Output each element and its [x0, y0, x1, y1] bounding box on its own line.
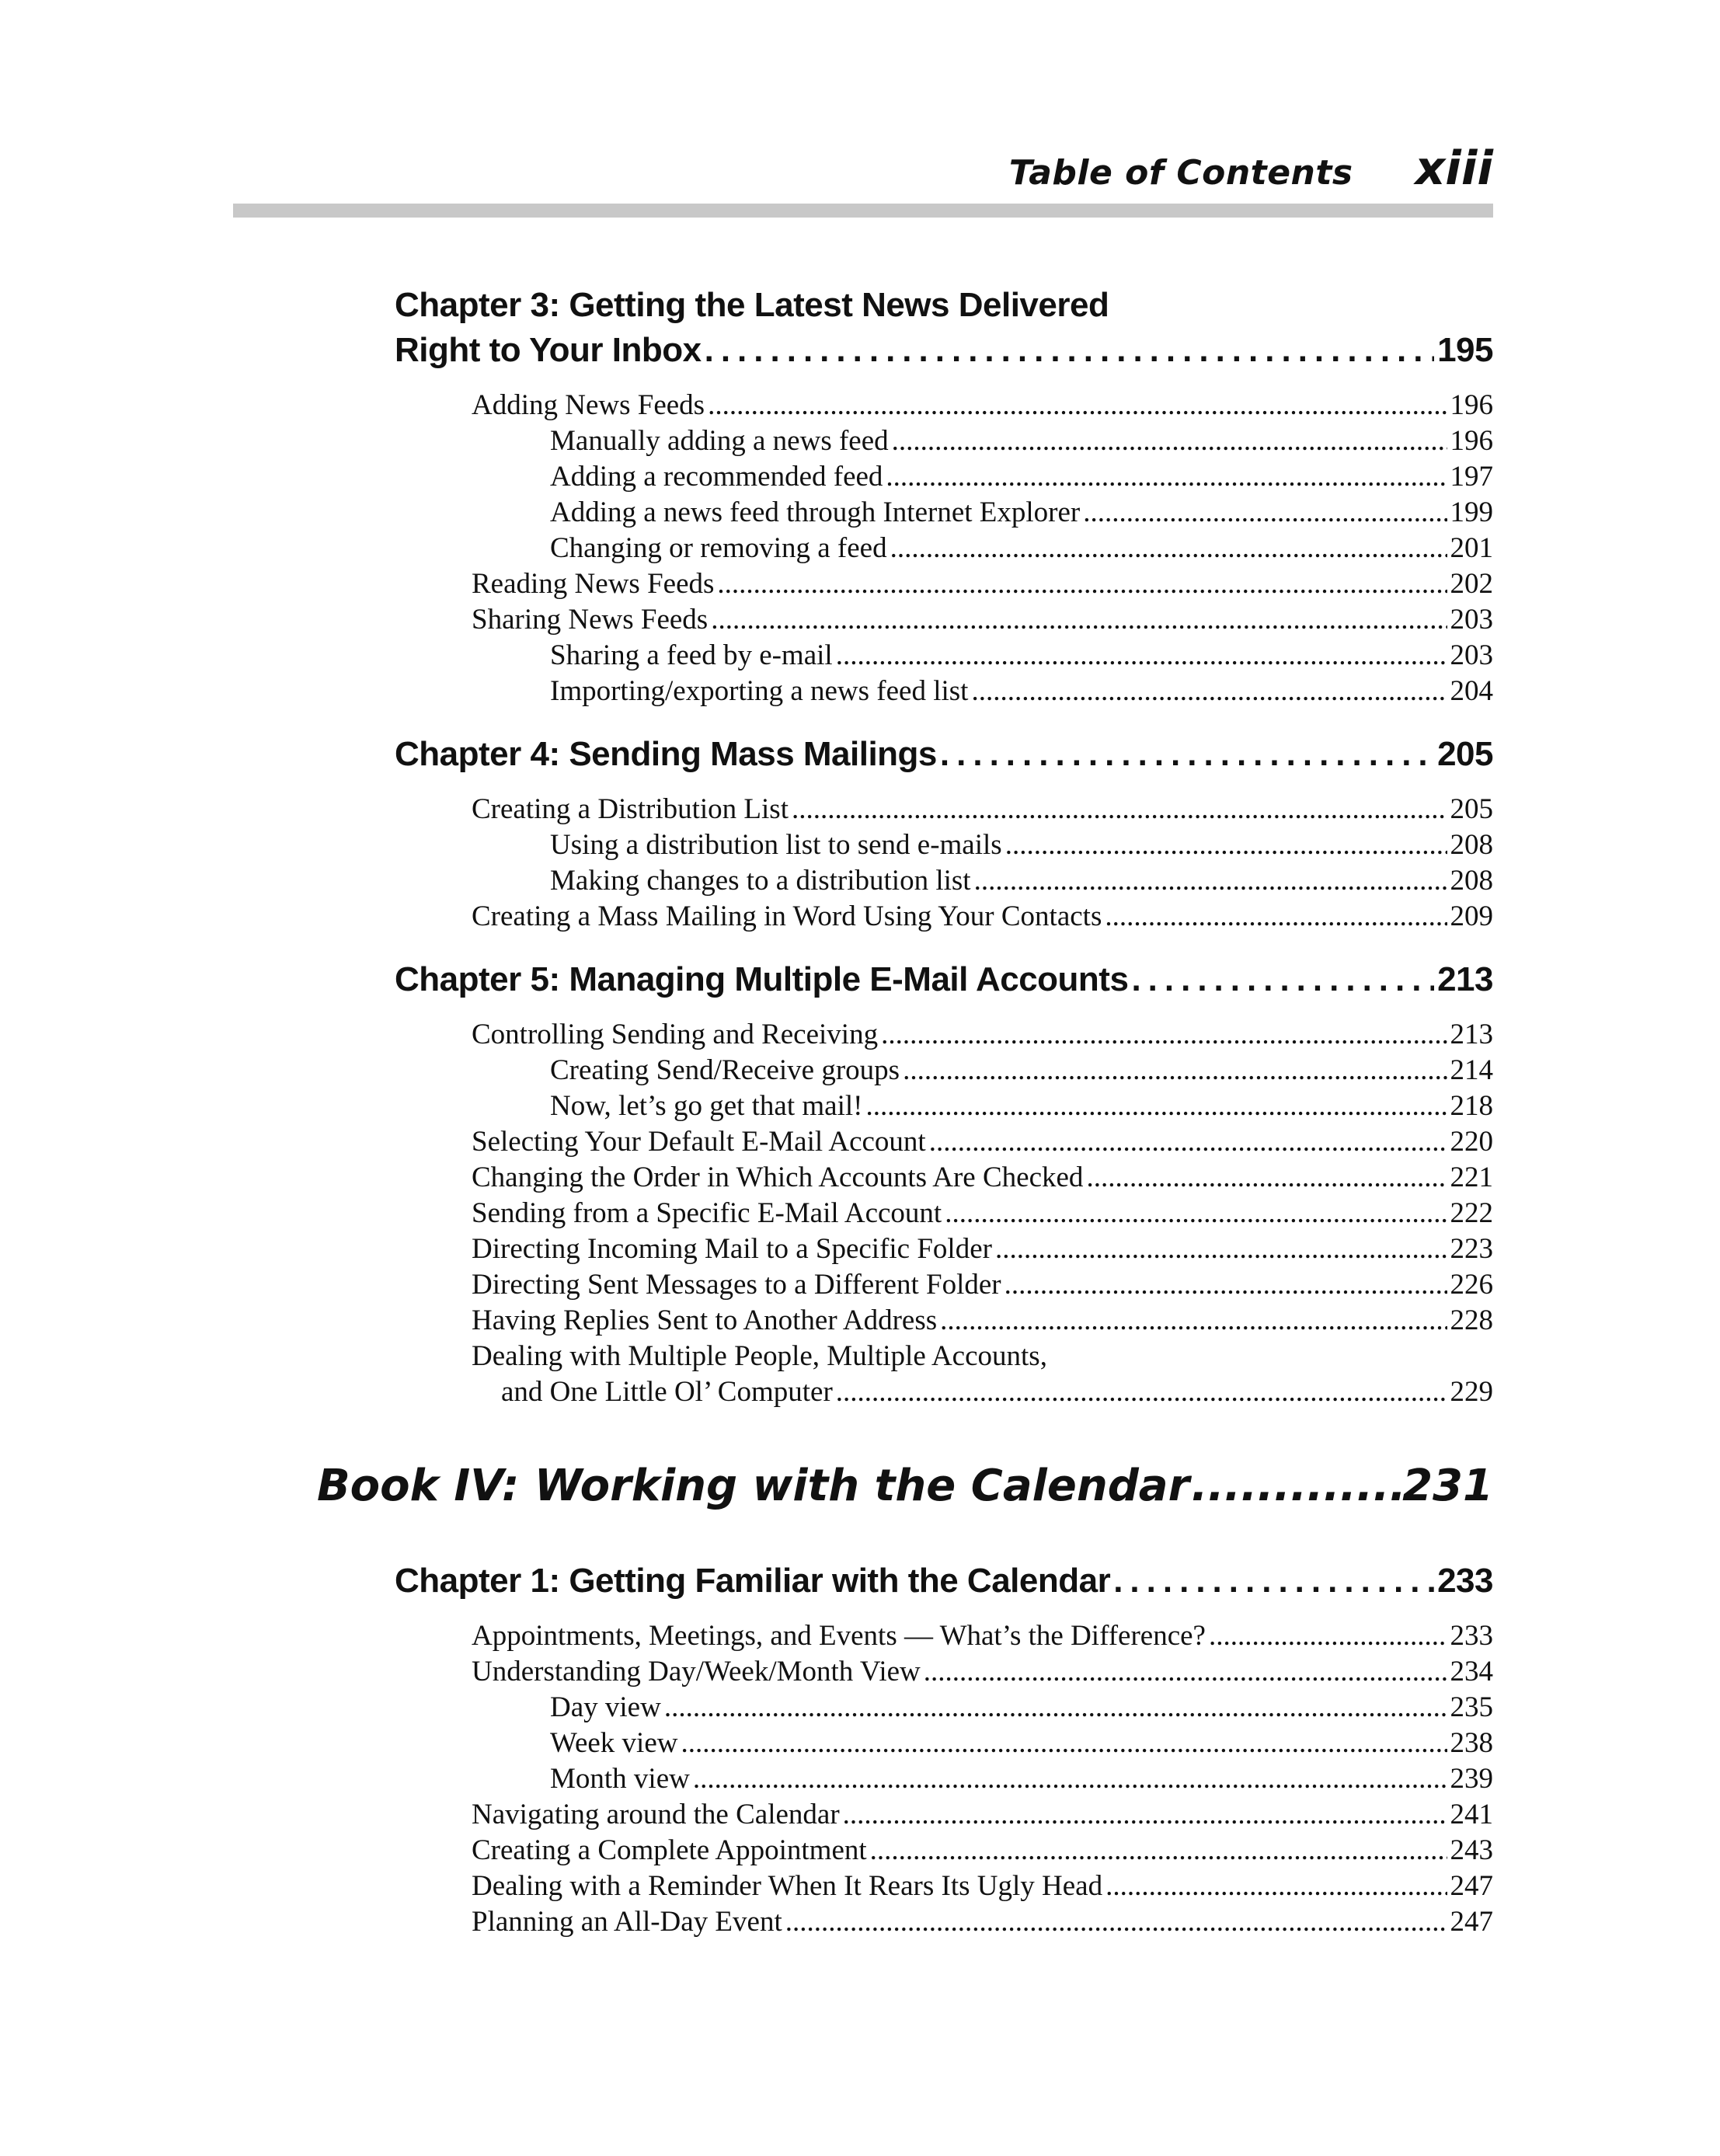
toc-entry[interactable]: [550, 1726, 1493, 1760]
dot-leader: [711, 603, 1447, 636]
toc-entry[interactable]: [472, 1018, 1493, 1051]
entry-page: 233: [1450, 1620, 1493, 1652]
toc-entry[interactable]: [472, 1196, 1493, 1230]
chapter-4-page: 205: [1437, 735, 1493, 773]
toc-entry[interactable]: [472, 603, 1493, 636]
dot-leader: [843, 1798, 1447, 1831]
toc-entry[interactable]: [472, 1655, 1493, 1688]
entry-label: Sending from a Specific E-Mail Account: [472, 1197, 942, 1229]
entry-label: Understanding Day/Week/Month View: [472, 1656, 921, 1688]
entry-label: Changing or removing a feed: [550, 532, 887, 564]
entry-page: 243: [1450, 1834, 1493, 1866]
entry-label: Directing Incoming Mail to a Specific Folder: [472, 1233, 992, 1265]
entry-label: Sharing News Feeds: [472, 604, 709, 636]
toc-entry[interactable]: [501, 1375, 1493, 1409]
entry-page: 196: [1450, 389, 1493, 421]
entry-page: 203: [1450, 604, 1493, 636]
book-4-chapter-1-page: 233: [1437, 1562, 1493, 1600]
entry-label: Appointments, Meetings, and Events — What’s the Difference?: [472, 1620, 1206, 1652]
entry-page: 247: [1450, 1870, 1493, 1902]
dot-leader: [1105, 900, 1447, 933]
entry-label: Sharing a feed by e-mail: [550, 639, 833, 671]
toc-entry[interactable]: [550, 828, 1493, 862]
dot-leader: [705, 331, 1434, 370]
book-4-entry[interactable]: [317, 1461, 1493, 1511]
entry-page: 228: [1450, 1304, 1493, 1336]
entry-page: 196: [1450, 425, 1493, 457]
toc-entry[interactable]: [550, 1762, 1493, 1796]
chapter-5-entry[interactable]: [395, 960, 1493, 999]
toc-entry[interactable]: [472, 1619, 1493, 1653]
toc-entry[interactable]: [550, 639, 1493, 672]
entry-page: 220: [1450, 1126, 1493, 1158]
entry-page: 234: [1450, 1656, 1493, 1688]
entry-page: 238: [1450, 1727, 1493, 1759]
dot-leader: [681, 1726, 1447, 1760]
entry-page: 241: [1450, 1799, 1493, 1830]
entry-page: 209: [1450, 900, 1493, 932]
entry-label: Creating a Distribution List: [472, 793, 789, 825]
dot-leader: [940, 735, 1434, 774]
entry-page: 235: [1450, 1691, 1493, 1723]
entry-label-line1: Dealing with Multiple People, Multiple Accounts,: [472, 1340, 1047, 1372]
book-4-page: 231: [1402, 1461, 1493, 1511]
entry-label: Creating Send/Receive groups: [550, 1054, 900, 1086]
dot-leader: [1004, 1268, 1447, 1301]
entry-page: 213: [1450, 1019, 1493, 1050]
entry-page: 226: [1450, 1269, 1493, 1301]
toc-entry[interactable]: [472, 567, 1493, 601]
dot-leader: [995, 1232, 1447, 1266]
toc-entry[interactable]: [472, 1161, 1493, 1194]
dot-leader: [929, 1125, 1447, 1158]
dot-leader: [1209, 1619, 1447, 1653]
running-header: [233, 141, 1493, 196]
chapter-3-page: 195: [1437, 331, 1493, 369]
dot-leader: [785, 1905, 1447, 1938]
entry-label: Adding a news feed through Internet Explorer: [550, 496, 1081, 528]
toc-entry[interactable]: [472, 1268, 1493, 1301]
dot-leader: [792, 792, 1447, 826]
dot-leader: [1191, 1461, 1401, 1511]
dot-leader: [664, 1691, 1447, 1724]
toc-entry[interactable]: [472, 388, 1493, 422]
chapter-5-title: Chapter 5: Managing Multiple E-Mail Accounts: [395, 960, 1129, 998]
entry-label: and One Little Ol’ Computer: [501, 1376, 833, 1408]
entry-page: 199: [1450, 496, 1493, 528]
dot-leader: [708, 388, 1447, 422]
entry-label: Creating a Mass Mailing in Word Using Your Contacts: [472, 900, 1102, 932]
toc-entry[interactable]: [550, 531, 1493, 565]
toc-entry[interactable]: [472, 1905, 1493, 1938]
running-title: Table of Contents: [1008, 153, 1353, 193]
book-4-chapter-1-title: Chapter 1: Getting Familiar with the Calendar: [395, 1562, 1111, 1600]
toc-entry[interactable]: [550, 1054, 1493, 1087]
dot-leader: [1113, 1562, 1434, 1600]
toc-entry[interactable]: [472, 1232, 1493, 1266]
dot-leader: [865, 1089, 1447, 1123]
entry-page: 214: [1450, 1054, 1493, 1086]
dot-leader: [1005, 828, 1447, 862]
entry-label: Adding News Feeds: [472, 389, 705, 421]
dot-leader: [971, 674, 1447, 708]
entry-label: Day view: [550, 1691, 661, 1723]
chapter-4-entry[interactable]: [395, 735, 1493, 774]
entry-page: 208: [1450, 865, 1493, 897]
entry-label: Directing Sent Messages to a Different Folder: [472, 1269, 1001, 1301]
dot-leader: [890, 531, 1447, 565]
dot-leader: [717, 567, 1447, 601]
dot-leader: [1086, 1161, 1447, 1194]
toc-entry[interactable]: [472, 1125, 1493, 1158]
dot-leader: [1083, 496, 1447, 529]
dot-leader: [940, 1304, 1447, 1337]
entry-page: 208: [1450, 829, 1493, 861]
entry-label: Manually adding a news feed: [550, 425, 889, 457]
dot-leader: [881, 1018, 1447, 1051]
entry-label: Week view: [550, 1727, 678, 1759]
dot-leader: [945, 1196, 1447, 1230]
dot-leader: [1105, 1869, 1447, 1903]
dot-leader: [924, 1655, 1447, 1688]
entry-page: 203: [1450, 639, 1493, 671]
toc-entry[interactable]: [472, 1834, 1493, 1867]
dot-leader: [693, 1762, 1447, 1796]
entry-label: Selecting Your Default E-Mail Account: [472, 1126, 926, 1158]
entry-label: Reading News Feeds: [472, 568, 715, 600]
dot-leader: [836, 639, 1447, 672]
entry-page: 205: [1450, 793, 1493, 825]
entry-label: Controlling Sending and Receiving: [472, 1019, 879, 1050]
entry-page: 202: [1450, 568, 1493, 600]
entry-label: Planning an All-Day Event: [472, 1906, 782, 1938]
toc-entry[interactable]: [550, 674, 1493, 708]
toc-entry[interactable]: [550, 1089, 1493, 1123]
entry-label: Dealing with a Reminder When It Rears Its Ugly Head: [472, 1870, 1103, 1902]
entry-label: Creating a Complete Appointment: [472, 1834, 867, 1866]
entry-label: Now, let’s go get that mail!: [550, 1090, 863, 1122]
toc-entry[interactable]: [550, 1691, 1493, 1724]
entry-label: Using a distribution list to send e-mails: [550, 829, 1002, 861]
entry-label: Changing the Order in Which Accounts Are Checked: [472, 1162, 1084, 1193]
toc-entry[interactable]: [472, 1798, 1493, 1831]
entry-label: Navigating around the Calendar: [472, 1799, 840, 1830]
entry-page: 201: [1450, 532, 1493, 564]
entry-page: 247: [1450, 1906, 1493, 1938]
entry-page: 229: [1450, 1376, 1493, 1408]
entry-page: 223: [1450, 1233, 1493, 1265]
toc-entry[interactable]: [550, 424, 1493, 458]
entry-label: Month view: [550, 1763, 690, 1795]
chapter-4-title: Chapter 4: Sending Mass Mailings: [395, 735, 937, 773]
entry-page: 218: [1450, 1090, 1493, 1122]
entry-page: 197: [1450, 461, 1493, 493]
entry-label: Importing/exporting a news feed list: [550, 675, 969, 707]
dot-leader: [870, 1834, 1447, 1867]
toc-entry[interactable]: [472, 1869, 1493, 1903]
chapter-3-title-line2: Right to Your Inbox: [395, 331, 702, 369]
entry-label: Adding a recommended feed: [550, 461, 883, 493]
toc-entry[interactable]: [550, 864, 1493, 897]
book-4-title: Book IV: Working with the Calendar: [317, 1461, 1190, 1511]
chapter-3-entry[interactable]: [395, 331, 1493, 370]
toc-entry[interactable]: [550, 460, 1493, 493]
dot-leader: [836, 1375, 1447, 1409]
entry-page: 204: [1450, 675, 1493, 707]
dot-leader: [886, 460, 1447, 493]
chapter-3-title-line1: Chapter 3: Getting the Latest News Delivered: [395, 286, 1109, 324]
header-rule: [233, 204, 1493, 218]
dot-leader: [1131, 960, 1434, 999]
toc-entry[interactable]: [472, 900, 1493, 933]
chapter-5-page: 213: [1437, 960, 1493, 998]
entry-label: Making changes to a distribution list: [550, 865, 971, 897]
entry-page: 221: [1450, 1162, 1493, 1193]
toc-entry[interactable]: [550, 496, 1493, 529]
page-number: xiii: [1415, 141, 1493, 196]
entry-page: 222: [1450, 1197, 1493, 1229]
toc-entry[interactable]: [472, 1304, 1493, 1337]
entry-page: 239: [1450, 1763, 1493, 1795]
toc-entry[interactable]: [472, 792, 1493, 826]
dot-leader: [892, 424, 1447, 458]
book-4-chapter-1-entry[interactable]: [395, 1562, 1493, 1600]
entry-label: Having Replies Sent to Another Address: [472, 1304, 938, 1336]
dot-leader: [974, 864, 1447, 897]
dot-leader: [903, 1054, 1447, 1087]
